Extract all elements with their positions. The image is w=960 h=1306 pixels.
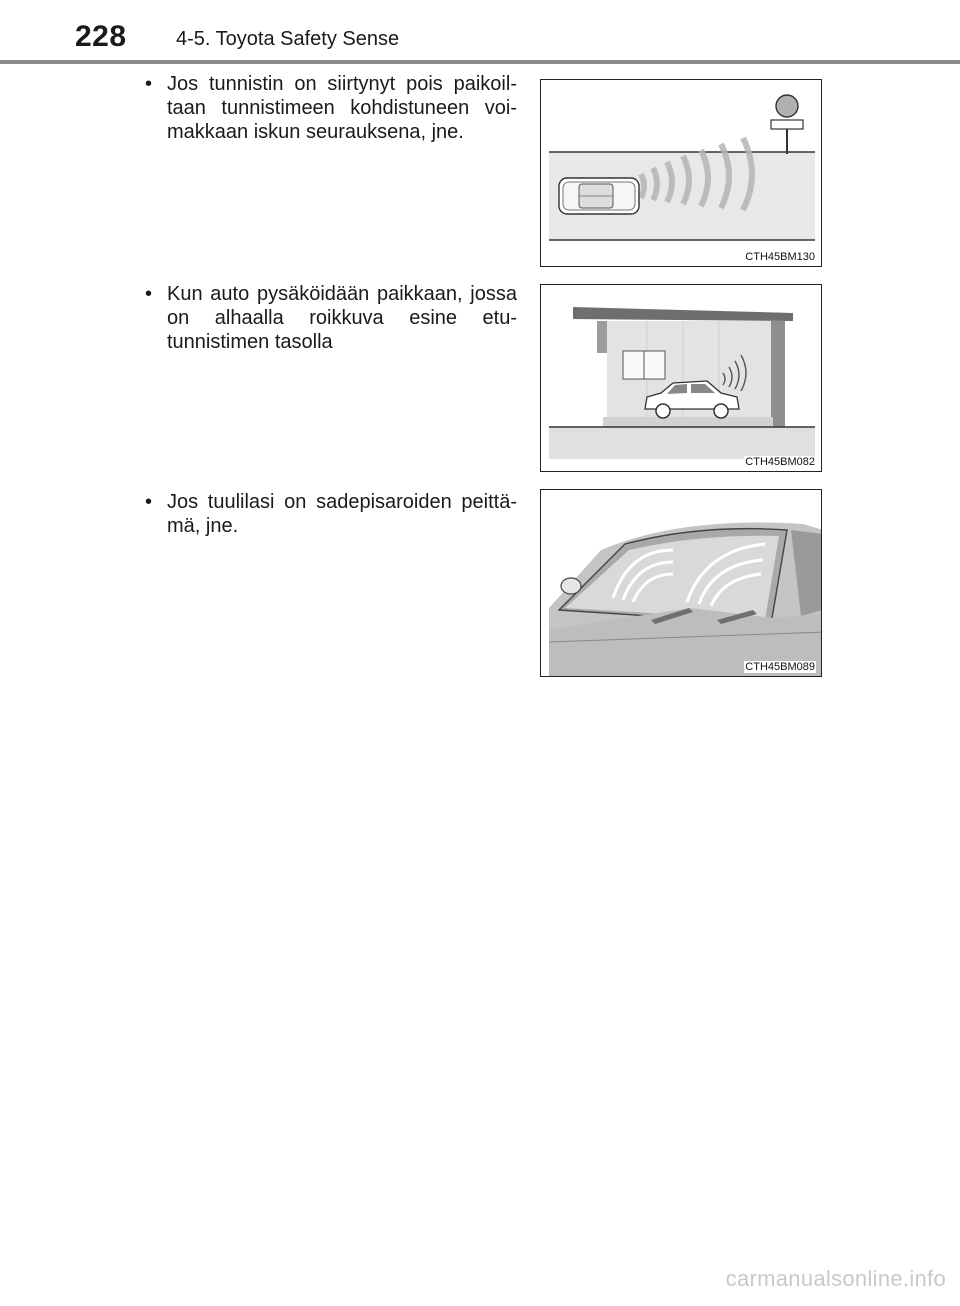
bullet-item-windshield-rain	[145, 490, 517, 538]
footer-watermark: carmanualsonline.info	[725, 1266, 946, 1291]
header-rule	[0, 60, 960, 64]
figure-sensor-impact	[540, 79, 822, 267]
figure-code: CTH45BM130	[745, 251, 815, 263]
bullet-text: Kun auto pysäköidään paikkaan, jossa on alhaalla roikkuva esine etutunnistimen tasolla	[167, 283, 517, 353]
bullet-icon: •	[145, 73, 153, 95]
sensor-impact-illustration	[541, 80, 822, 267]
figure-low-hanging-object	[540, 284, 822, 472]
bullet-item-sensor-shifted	[145, 72, 517, 144]
bullet-text: Jos tunnistin on siirtynyt pois paikoiltaan tunnistimeen kohdistuneen voimakkaan iskun seurauksena, jne.	[167, 73, 517, 143]
page-number: 228	[75, 20, 127, 53]
figure-code: CTH45BM082	[745, 456, 815, 468]
section-title: 4-5. Toyota Safety Sense	[176, 28, 400, 50]
bullet-icon: •	[145, 491, 153, 513]
figure-code: CTH45BM089	[745, 661, 815, 673]
bullet-icon: •	[145, 283, 153, 305]
carport-illustration	[541, 285, 822, 472]
windshield-illustration	[541, 490, 822, 677]
figure-windshield-rain	[540, 489, 822, 677]
bullet-text: Jos tuulilasi on sadepisaroiden peittämä, jne.	[167, 491, 517, 537]
bullet-item-low-hanging-object	[145, 282, 517, 354]
